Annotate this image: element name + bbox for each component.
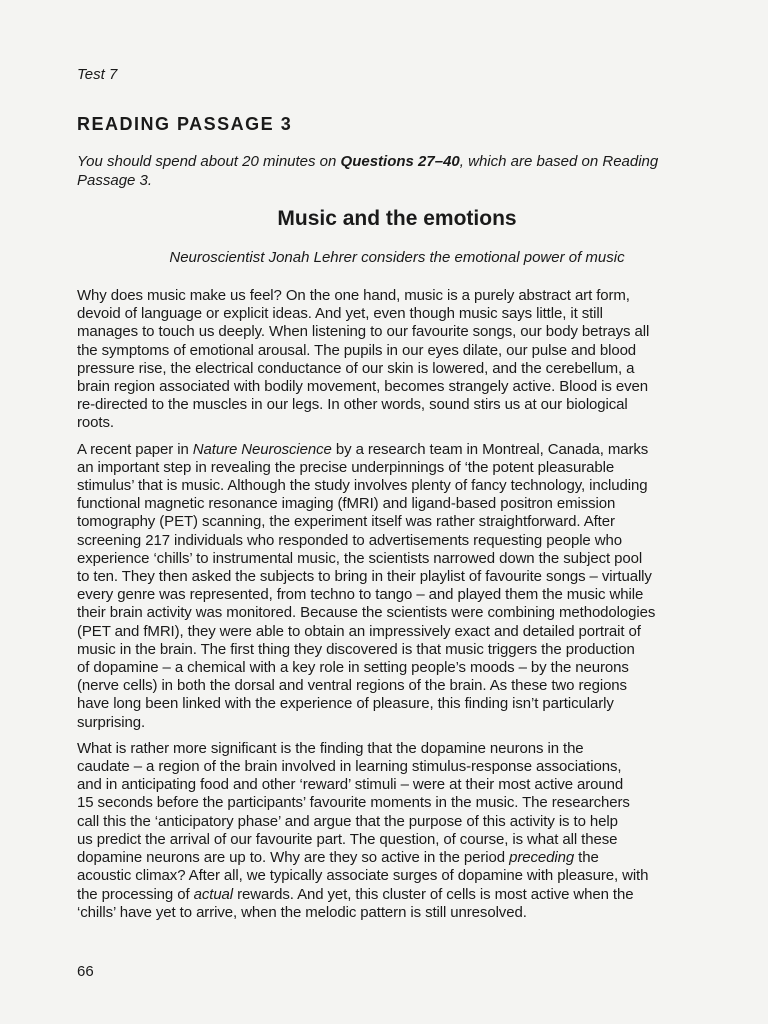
text-segment: devoid of language or explicit ideas. And yet, even though music says little, it still <box>77 305 603 323</box>
text-segment: music in the brain. The first thing they discovered is that music triggers the production <box>77 640 635 658</box>
text-segment: What is rather more significant is the finding that the dopamine neurons in the <box>77 739 584 757</box>
text-line <box>77 695 717 713</box>
text-segment: ‘chills’ have yet to arrive, when the melodic pattern is still unresolved. <box>77 903 527 921</box>
page-number: 66 <box>77 963 94 980</box>
instructions-text: You should spend about 20 minutes on <box>77 153 341 170</box>
article-subtitle: Neuroscientist Jonah Lehrer considers the emotional power of music <box>169 249 625 266</box>
text-segment: pressure rise, the electrical conductance of our skin is lowered, and the cerebellum, a <box>77 359 635 377</box>
text-line <box>77 623 717 641</box>
text-line <box>77 813 717 831</box>
text-line <box>77 904 717 922</box>
text-segment: of dopamine – a chemical with a key role in setting people’s moods – by the neurons <box>77 659 629 677</box>
text-line <box>77 396 717 414</box>
text-line <box>77 532 717 550</box>
instructions-questions: Questions 27–40 <box>340 153 460 170</box>
text-segment: their brain activity was monitored. Because the scientists were combining methodologies <box>77 604 656 622</box>
text-segment: (nerve cells) in both the dorsal and ventral regions of the brain. As these two regions <box>77 677 627 695</box>
text-segment: by a research team in Montreal, Canada, marks <box>331 440 649 458</box>
text-line <box>77 794 717 812</box>
section-heading: READING PASSAGE 3 <box>77 114 293 134</box>
text-line <box>77 414 717 432</box>
text-segment: re-directed to the muscles in our legs. In other words, sound stirs us at our biological <box>77 396 628 414</box>
text-segment: screening 217 individuals who responded to advertisements requesting people who <box>77 531 622 549</box>
text-segment: 15 seconds before the participants’ favourite moments in the music. The researchers <box>77 794 630 812</box>
text-segment: caudate – a region of the brain involved in learning stimulus-response associations, <box>77 758 622 776</box>
text-segment: rewards. And yet, this cluster of cells is most active when the <box>233 885 634 903</box>
text-line <box>77 586 717 604</box>
text-segment: an important step in revealing the precise underpinnings of ‘the potent pleasurable <box>77 458 615 476</box>
text-segment: roots. <box>77 414 114 432</box>
text-segment: tomography (PET) scanning, the experiment itself was rather straightforward. After <box>77 513 615 531</box>
text-line <box>77 740 717 758</box>
text-line <box>77 513 717 531</box>
text-line <box>77 849 717 867</box>
article-body <box>77 287 717 930</box>
text-line <box>77 495 717 513</box>
text-segment: the symptoms of emotional arousal. The pupils in our eyes dilate, our pulse and blood <box>77 341 637 359</box>
text-segment: dopamine neurons are up to. Why are they so active in the period <box>77 849 510 867</box>
paragraph-3 <box>77 740 717 922</box>
text-segment: functional magnetic resonance imaging (fMRI) and ligand-based positron emission <box>77 495 616 513</box>
text-line <box>77 323 717 341</box>
text-segment: every genre was represented, from techno to tango – and played them the music while <box>77 586 644 604</box>
paragraph-2 <box>77 441 717 732</box>
text-line <box>77 287 717 305</box>
instructions-text-end: , which are based on Reading <box>459 153 659 170</box>
italic-text: Nature Neuroscience <box>192 440 332 458</box>
text-segment: brain region associated with bodily movement, becomes strangely active. Blood is even <box>77 378 648 396</box>
text-line <box>77 550 717 568</box>
text-line <box>77 441 717 459</box>
text-segment: acoustic climax? After all, we typically associate surges of dopamine with pleasure, with <box>77 867 649 885</box>
text-segment: call this the ‘anticipatory phase’ and argue that the purpose of this activity is to help <box>77 812 618 830</box>
text-line <box>77 459 717 477</box>
text-line <box>77 360 717 378</box>
text-segment: surprising. <box>77 713 146 731</box>
text-line <box>77 378 717 396</box>
text-segment: A recent paper in <box>77 440 193 458</box>
instructions <box>77 152 722 190</box>
italic-text: actual <box>193 885 234 903</box>
italic-text: preceding <box>509 849 575 867</box>
text-segment: the processing of <box>77 885 194 903</box>
text-line <box>77 604 717 622</box>
text-line <box>77 342 717 360</box>
text-line <box>77 867 717 885</box>
instructions-text-line2: Passage 3. <box>77 172 153 189</box>
text-segment: the <box>574 849 599 867</box>
text-line <box>77 714 717 732</box>
text-segment: to ten. They then asked the subjects to bring in their playlist of favourite songs – virtually <box>77 568 652 586</box>
text-segment: stimulus’ that is music. Although the study involves plenty of fancy technology, including <box>77 477 648 495</box>
text-line <box>77 831 717 849</box>
text-line <box>77 305 717 323</box>
text-segment: have long been linked with the experience of pleasure, this finding isn’t particularly <box>77 695 614 713</box>
document-page <box>77 0 717 1024</box>
paragraph-1 <box>77 287 717 433</box>
text-segment: and in anticipating food and other ‘reward’ stimuli – were at their most active around <box>77 776 624 794</box>
text-segment: us predict the arrival of our favourite part. The question, of course, is what all these <box>77 830 618 848</box>
text-line <box>77 477 717 495</box>
text-segment: experience ‘chills’ to instrumental music, the scientists narrowed down the subject pool <box>77 549 643 567</box>
text-segment: (PET and fMRI), they were able to obtain an impressively exact and detailed portrait of <box>77 622 641 640</box>
text-line <box>77 641 717 659</box>
text-line <box>77 758 717 776</box>
text-line <box>77 659 717 677</box>
article-title: Music and the emotions <box>277 207 517 230</box>
text-segment: Why does music make us feel? On the one hand, music is a purely abstract art form, <box>77 287 630 304</box>
text-line <box>77 776 717 794</box>
text-line <box>77 677 717 695</box>
text-line <box>77 886 717 904</box>
text-segment: manages to touch us deeply. When listening to our favourite songs, our body betrays all <box>77 323 650 341</box>
text-line <box>77 568 717 586</box>
running-header: Test 7 <box>77 66 118 83</box>
